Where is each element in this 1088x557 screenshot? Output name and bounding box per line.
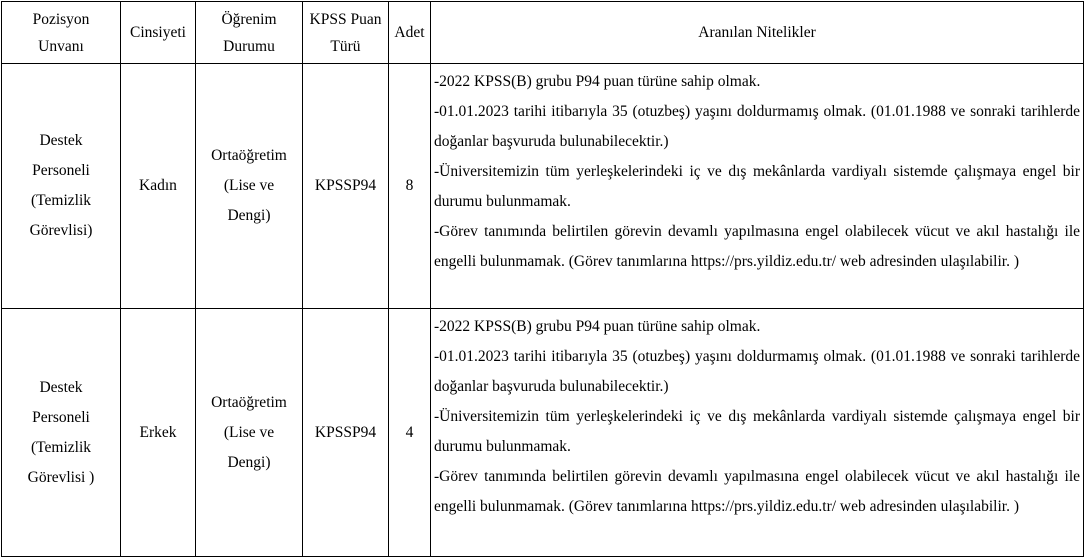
qualification-item: -01.01.2023 tarihi itibarıyla 35 (otuzbeş) yaşını doldurmamış olmak. (01.01.1988 ve sonraki tarihlerde doğanlar başvuruda bulunabilecektir.) [434, 103, 1080, 150]
header-gender: Cinsiyeti [121, 2, 196, 64]
qualification-item: -Üniversitemizin tüm yerleşkelerindeki iç ve dış mekânlarda vardiyalı sistemde çalışmaya engel bir durumu bulunmamak. [434, 408, 1080, 455]
table-row [2, 309, 1084, 557]
count-cell: 8 [389, 64, 431, 309]
table-row [2, 64, 1084, 309]
qualification-item: -2022 KPSS(B) grubu P94 puan türüne sahip olmak. [434, 73, 761, 90]
qualification-item: -Görev tanımında belirtilen görevin devamlı yapılmasına engel olabilecek vücut ve akıl hastalığı ile engelli bulunmamak. (Görev tanımlarına https://prs.yildiz.edu.tr/ web adresinden ulaşılabilir. ) [434, 223, 1080, 270]
position-title-cell: Destek Personeli (Temizlik Görevlisi ) [2, 309, 121, 557]
education-cell: Ortaöğretim (Lise ve Dengi) [196, 64, 303, 309]
position-title-cell: Destek Personeli (Temizlik Görevlisi) [2, 64, 121, 309]
gender-cell: Kadın [121, 64, 196, 309]
qualifications-cell [431, 309, 1084, 557]
qualification-item: -Üniversitemizin tüm yerleşkelerindeki iç ve dış mekânlarda vardiyalı sistemde çalışmaya engel bir durumu bulunmamak. [434, 163, 1080, 210]
header-kpss-type: KPSS Puan Türü [303, 2, 389, 64]
header-qualifications: Aranılan Nitelikler [431, 2, 1084, 64]
qualification-item: -01.01.2023 tarihi itibarıyla 35 (otuzbeş) yaşını doldurmamış olmak. (01.01.1988 ve sonraki tarihlerde doğanlar başvuruda bulunabilecektir.) [434, 348, 1080, 395]
gender-cell: Erkek [121, 309, 196, 557]
job-requirements-table [1, 1, 1084, 557]
header-position-title: Pozisyon Unvanı [2, 2, 121, 64]
qualification-item: -2022 KPSS(B) grubu P94 puan türüne sahip olmak. [434, 318, 761, 335]
kpss-type-cell: KPSSP94 [303, 64, 389, 309]
qualification-item: -Görev tanımında belirtilen görevin devamlı yapılmasına engel olabilecek vücut ve akıl hastalığı ile engelli bulunmamak. (Görev tanımlarına https://prs.yildiz.edu.tr/ web adresinden ulaşılabilir. ) [434, 468, 1080, 515]
header-row [2, 2, 1084, 64]
education-cell: Ortaöğretim (Lise ve Dengi) [196, 309, 303, 557]
header-count: Adet [389, 2, 431, 64]
kpss-type-cell: KPSSP94 [303, 309, 389, 557]
qualifications-cell [431, 64, 1084, 309]
count-cell: 4 [389, 309, 431, 557]
header-education: Öğrenim Durumu [196, 2, 303, 64]
